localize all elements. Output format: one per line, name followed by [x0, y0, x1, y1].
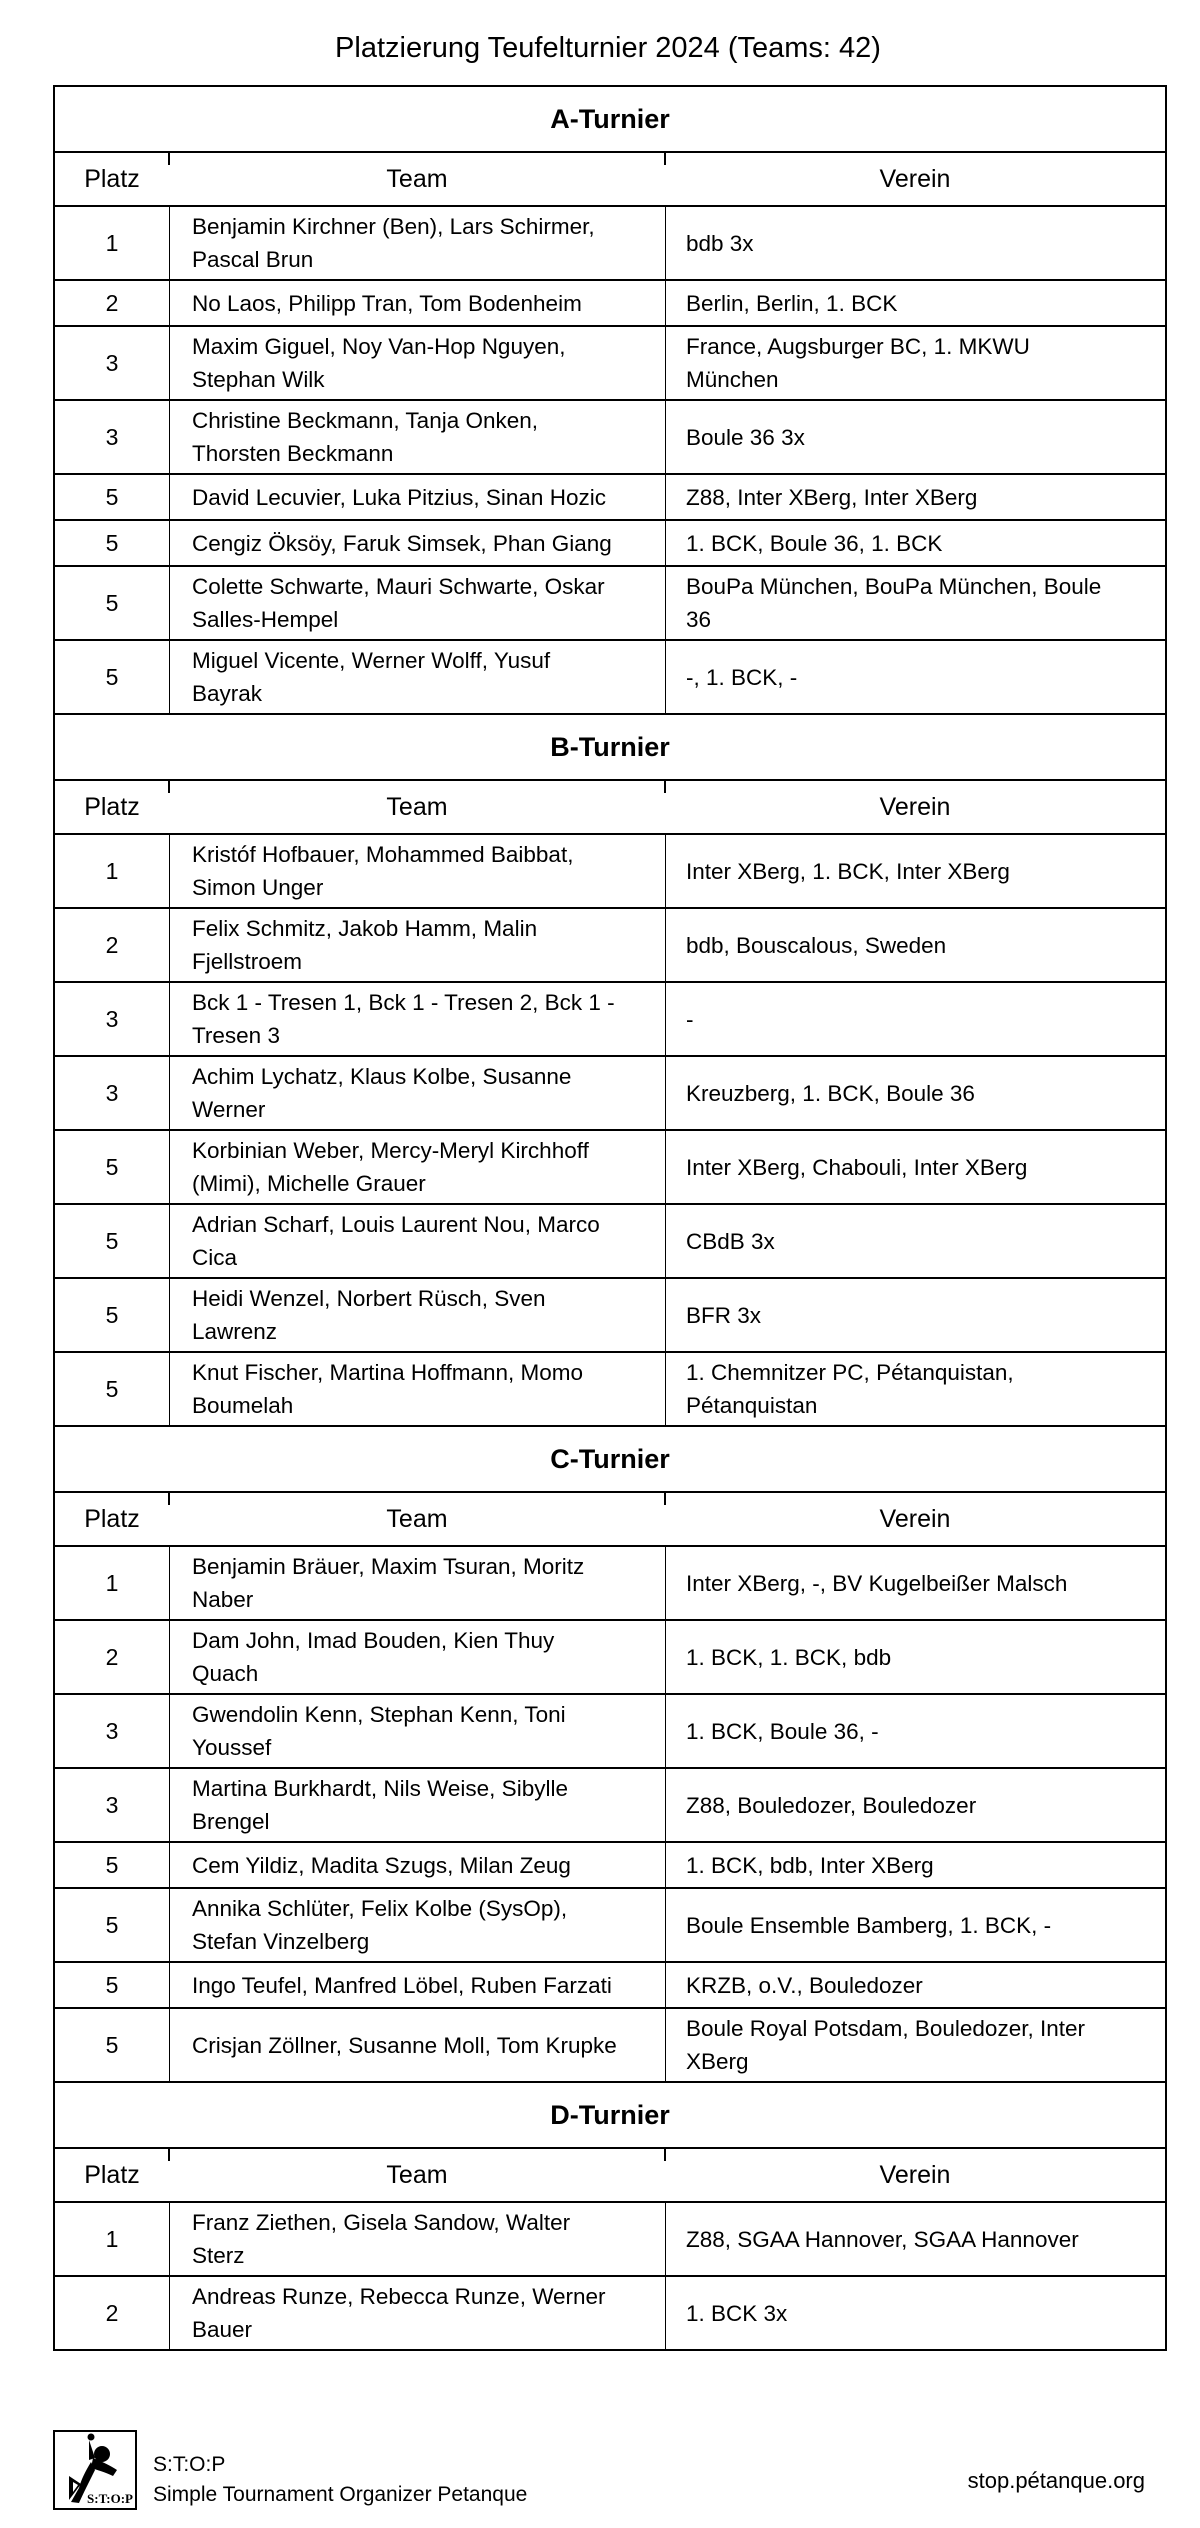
verein-cell: 1. Chemnitzer PC, Pétanquistan, Pétanquistan [665, 1353, 1165, 1425]
team-cell: Benjamin Bräuer, Maxim Tsuran, Moritz Naber [169, 1547, 665, 1619]
platz-cell: 2 [105, 931, 119, 958]
verein-cell: Boule 36 3x [665, 401, 1165, 473]
platz-cell: 3 [105, 423, 119, 450]
verein-cell: CBdB 3x [665, 1205, 1165, 1277]
section-title-a: A-Turnier [55, 87, 1165, 153]
verein-cell: Z88, Bouledozer, Bouledozer [665, 1769, 1165, 1841]
team-cell: David Lecuvier, Luka Pitzius, Sinan Hozic [169, 475, 665, 519]
stop-logo [53, 2430, 137, 2510]
table-row [55, 1205, 1165, 1279]
team-cell: Gwendolin Kenn, Stephan Kenn, Toni Youssef [169, 1695, 665, 1767]
column-header-team: Team [169, 1493, 665, 1545]
team-cell: Andreas Runze, Rebecca Runze, Werner Bauer [169, 2277, 665, 2349]
team-cell: Maxim Giguel, Noy Van-Hop Nguyen, Stephan Wilk [169, 327, 665, 399]
table-row [55, 567, 1165, 641]
page-title: Platzierung Teufelturnier 2024 (Teams: 42) [335, 32, 881, 64]
table-row [55, 475, 1165, 521]
platz-cell: 5 [105, 663, 119, 690]
stop-logo-label: S:T:O:P [87, 2491, 133, 2506]
footer-app-info [153, 2450, 968, 2510]
app-subtitle: Simple Tournament Organizer Petanque [153, 2483, 528, 2506]
verein-cell: Z88, Inter XBerg, Inter XBerg [665, 475, 1165, 519]
verein-cell: Berlin, Berlin, 1. BCK [665, 281, 1165, 325]
platz-cell: 1 [105, 2225, 119, 2252]
platz-cell: 5 [105, 1301, 119, 1328]
website-link: stop.pétanque.org [967, 2468, 1145, 2493]
column-header-row [55, 1493, 1165, 1547]
table-row [55, 281, 1165, 327]
platz-cell: 1 [105, 1569, 119, 1596]
table-row [55, 1057, 1165, 1131]
results-table [53, 85, 1167, 2351]
platz-cell: 2 [105, 1643, 119, 1670]
column-header-platz: Platz [84, 2160, 140, 2189]
table-row [55, 1547, 1165, 1621]
team-cell: Colette Schwarte, Mauri Schwarte, Oskar Salles-Hempel [169, 567, 665, 639]
column-header-row [55, 2149, 1165, 2203]
verein-cell: Kreuzberg, 1. BCK, Boule 36 [665, 1057, 1165, 1129]
verein-cell: bdb 3x [665, 207, 1165, 279]
verein-cell: Boule Ensemble Bamberg, 1. BCK, - [665, 1889, 1165, 1961]
team-cell: Annika Schlüter, Felix Kolbe (SysOp), Stefan Vinzelberg [169, 1889, 665, 1961]
table-row [55, 909, 1165, 983]
verein-cell: 1. BCK, Boule 36, - [665, 1695, 1165, 1767]
column-header-team: Team [169, 153, 665, 205]
table-row [55, 983, 1165, 1057]
platz-cell: 1 [105, 857, 119, 884]
platz-cell: 1 [105, 229, 119, 256]
team-cell: Dam John, Imad Bouden, Kien Thuy Quach [169, 1621, 665, 1693]
verein-cell: - [665, 983, 1165, 1055]
verein-cell: -, 1. BCK, - [665, 641, 1165, 713]
team-cell: Bck 1 - Tresen 1, Bck 1 - Tresen 2, Bck 1 - Tresen 3 [169, 983, 665, 1055]
footer [53, 2430, 1163, 2510]
verein-cell: Z88, SGAA Hannover, SGAA Hannover [665, 2203, 1165, 2275]
platz-cell: 5 [105, 2031, 119, 2058]
verein-cell: Boule Royal Potsdam, Bouledozer, Inter XBerg [665, 2009, 1165, 2081]
verein-cell: Inter XBerg, -, BV Kugelbeißer Malsch [665, 1547, 1165, 1619]
table-row [55, 2203, 1165, 2277]
section-title-d: D-Turnier [55, 2083, 1165, 2149]
team-cell: Miguel Vicente, Werner Wolff, Yusuf Bayrak [169, 641, 665, 713]
verein-cell: 1. BCK, Boule 36, 1. BCK [665, 521, 1165, 565]
team-cell: Adrian Scharf, Louis Laurent Nou, Marco Cica [169, 1205, 665, 1277]
table-row [55, 1769, 1165, 1843]
verein-cell: 1. BCK 3x [665, 2277, 1165, 2349]
table-row [55, 1695, 1165, 1769]
verein-cell: France, Augsburger BC, 1. MKWU München [665, 327, 1165, 399]
team-cell: Knut Fischer, Martina Hoffmann, Momo Boumelah [169, 1353, 665, 1425]
column-header-verein: Verein [665, 781, 1165, 833]
verein-cell: 1. BCK, bdb, Inter XBerg [665, 1843, 1165, 1887]
table-row [55, 1889, 1165, 1963]
column-header-row [55, 153, 1165, 207]
team-cell: No Laos, Philipp Tran, Tom Bodenheim [169, 281, 665, 325]
column-header-platz: Platz [84, 1504, 140, 1533]
platz-cell: 5 [105, 1375, 119, 1402]
team-cell: Heidi Wenzel, Norbert Rüsch, Sven Lawrenz [169, 1279, 665, 1351]
platz-cell: 3 [105, 1079, 119, 1106]
table-row [55, 327, 1165, 401]
platz-cell: 3 [105, 1791, 119, 1818]
app-name: S:T:O:P [153, 2453, 226, 2476]
platz-cell: 5 [105, 1911, 119, 1938]
team-cell: Cem Yildiz, Madita Szugs, Milan Zeug [169, 1843, 665, 1887]
verein-cell: 1. BCK, 1. BCK, bdb [665, 1621, 1165, 1693]
column-header-team: Team [169, 2149, 665, 2201]
team-cell: Benjamin Kirchner (Ben), Lars Schirmer, Pascal Brun [169, 207, 665, 279]
platz-cell: 5 [105, 1227, 119, 1254]
platz-cell: 5 [105, 1971, 119, 1998]
platz-cell: 2 [105, 2299, 119, 2326]
table-row [55, 1963, 1165, 2009]
team-cell: Ingo Teufel, Manfred Löbel, Ruben Farzati [169, 1963, 665, 2007]
table-row [55, 1843, 1165, 1889]
team-cell: Crisjan Zöllner, Susanne Moll, Tom Krupke [169, 2009, 665, 2081]
verein-cell: KRZB, o.V., Bouledozer [665, 1963, 1165, 2007]
team-cell: Cengiz Öksöy, Faruk Simsek, Phan Giang [169, 521, 665, 565]
table-row [55, 1353, 1165, 1427]
column-header-verein: Verein [665, 153, 1165, 205]
verein-cell: BFR 3x [665, 1279, 1165, 1351]
column-header-team: Team [169, 781, 665, 833]
verein-cell: BouPa München, BouPa München, Boule 36 [665, 567, 1165, 639]
platz-cell: 5 [105, 529, 119, 556]
verein-cell: bdb, Bouscalous, Sweden [665, 909, 1165, 981]
table-row [55, 1131, 1165, 1205]
platz-cell: 5 [105, 1851, 119, 1878]
platz-cell: 3 [105, 1005, 119, 1032]
table-row [55, 2277, 1165, 2349]
team-cell: Kristóf Hofbauer, Mohammed Baibbat, Simon Unger [169, 835, 665, 907]
table-row [55, 1621, 1165, 1695]
column-header-verein: Verein [665, 2149, 1165, 2201]
column-header-platz: Platz [84, 792, 140, 821]
team-cell: Franz Ziethen, Gisela Sandow, Walter Sterz [169, 2203, 665, 2275]
platz-cell: 2 [105, 289, 119, 316]
table-row [55, 207, 1165, 281]
table-row [55, 2009, 1165, 2083]
team-cell: Felix Schmitz, Jakob Hamm, Malin Fjellstroem [169, 909, 665, 981]
column-header-verein: Verein [665, 1493, 1165, 1545]
verein-cell: Inter XBerg, 1. BCK, Inter XBerg [665, 835, 1165, 907]
table-row [55, 401, 1165, 475]
platz-cell: 5 [105, 1153, 119, 1180]
platz-cell: 3 [105, 1717, 119, 1744]
table-row [55, 1279, 1165, 1353]
section-title-c: C-Turnier [55, 1427, 1165, 1493]
column-header-row [55, 781, 1165, 835]
table-row [55, 521, 1165, 567]
platz-cell: 5 [105, 589, 119, 616]
team-cell: Christine Beckmann, Tanja Onken, Thorsten Beckmann [169, 401, 665, 473]
table-row [55, 835, 1165, 909]
team-cell: Achim Lychatz, Klaus Kolbe, Susanne Werner [169, 1057, 665, 1129]
verein-cell: Inter XBerg, Chabouli, Inter XBerg [665, 1131, 1165, 1203]
column-header-platz: Platz [84, 164, 140, 193]
platz-cell: 3 [105, 349, 119, 376]
platz-cell: 5 [105, 483, 119, 510]
team-cell: Martina Burkhardt, Nils Weise, Sibylle Brengel [169, 1769, 665, 1841]
table-row [55, 641, 1165, 715]
section-title-b: B-Turnier [55, 715, 1165, 781]
team-cell: Korbinian Weber, Mercy-Meryl Kirchhoff (Mimi), Michelle Grauer [169, 1131, 665, 1203]
